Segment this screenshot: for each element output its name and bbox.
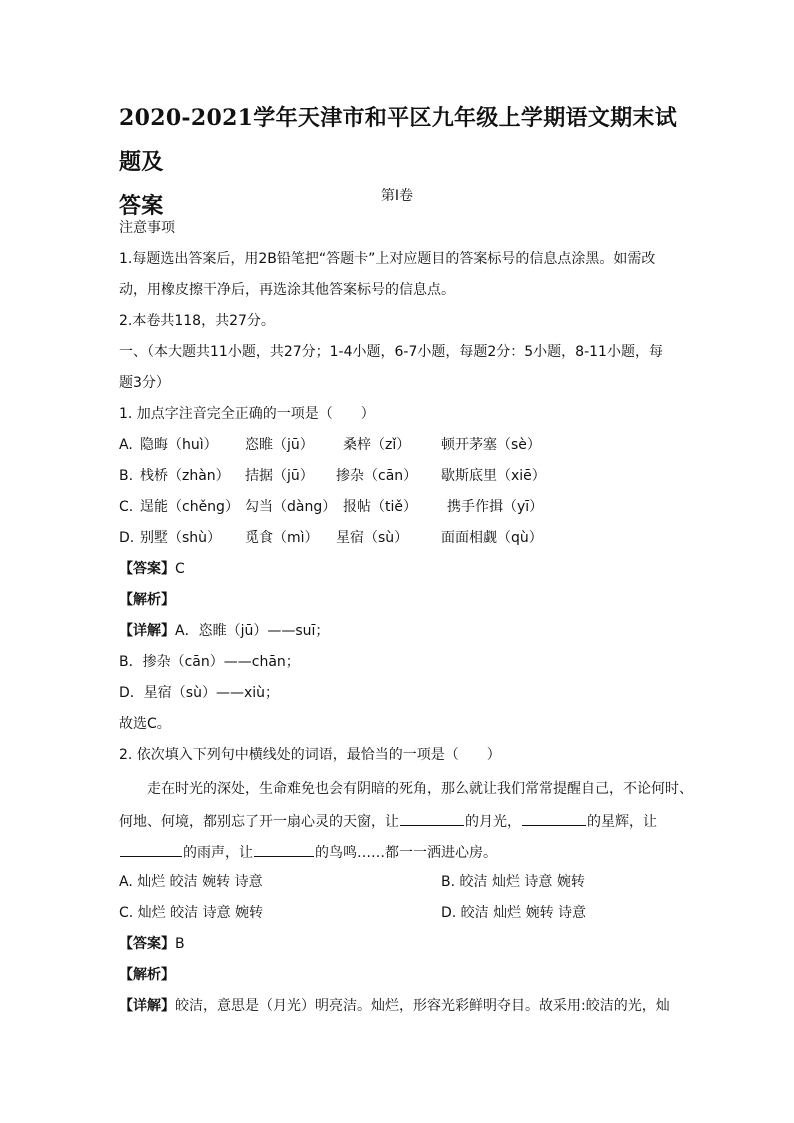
question-1-conclusion: 故选C。 [119,716,171,732]
question-1-detail-line: D．星宿（sù）——xiù； [119,685,279,701]
title-line-1: 2020-2021学年天津市和平区九年级上学期语文期末试题及 [119,105,677,175]
answer-value: B [175,936,185,952]
option-item: 面面相觑（qù） [441,530,543,546]
detail-tag: 【详解】 [119,998,175,1014]
question-2-passage-line-2 [119,810,657,832]
option-label: C. [119,499,134,515]
detail-line: A．恣睢（jū）——suī； [175,623,330,639]
passage-text: 的雨声，让 [183,845,253,861]
question-2-passage-line-1: 走在时光的深处，生命难免也会有阴暗的死角，那么就让我们常常提醒自己，不论何时、 [147,781,693,797]
notice-item-1-cont: 动，用橡皮擦干净后，再选涂其他答案标号的信息点。 [119,282,455,298]
option-item: 栈桥（zhàn） [140,468,230,484]
fill-blank-2 [522,810,586,826]
detail-text: 皎洁，意思是（月光）明亮洁。灿烂，形容光彩鲜明夺目。故采用:皎洁的光，灿 [175,998,670,1014]
option-item: 觅食（mì） [245,530,319,546]
option-item: 逞能（chěng） [140,499,239,515]
option-item: 恣睢（jū） [245,437,314,453]
option-item: 拮据（jū） [245,468,314,484]
passage-text: 的星辉，让 [587,814,657,830]
option-item: 报帖（tiě） [343,499,417,515]
passage-text: 何地、何境，都别忘了开一扇心灵的天窗，让 [119,814,399,830]
fill-blank-4 [254,841,314,857]
passage-text: 的鸟鸣……都一一洒进心房。 [315,845,497,861]
option-item: 隐晦（huì） [140,437,218,453]
notice-item-1: 1.每题选出答案后，用2B铅笔把“答题卡”上对应题目的答案标号的信息点涂黑。如需改 [119,251,656,267]
answer-tag: 【答案】 [119,561,175,577]
question-2-answer [119,934,185,954]
question-1-analysis-tag: 【解析】 [119,592,175,608]
title-line-2: 答案 [119,193,164,219]
question-1-answer [119,559,185,579]
option-item: 歇斯底里（xiē） [441,468,546,484]
option-item: 别墅（shù） [140,530,222,546]
question-1-detail [119,621,329,641]
notice-heading: 注意事项 [119,220,175,236]
question-2-analysis-tag: 【解析】 [119,967,175,983]
question-2-passage-line-3 [119,841,497,863]
option-item: 勾当（dàng） [245,499,337,515]
question-2-stem: 2. 依次填入下列句中横线处的词语，最恰当的一项是（ ） [119,747,501,763]
fill-blank-1 [400,810,464,826]
question-2-option-c: C. 灿烂 皎洁 诗意 婉转 [119,905,264,921]
passage-text: 的月光， [465,814,521,830]
option-item: 星宿（sù） [336,530,409,546]
fill-blank-3 [120,841,182,857]
option-item: 桑梓（zǐ） [343,437,411,453]
section-1-intro: 一、（本大题共11小题，共27分；1-4小题，6-7小题，每题2分：5小题，8-11小题，每 [119,344,663,360]
option-label: B. [119,468,134,484]
answer-value: C [175,561,185,577]
option-item: 携手作揖（yī） [447,499,544,515]
question-2-option-d: D. 皎洁 灿烂 婉转 诗意 [441,905,587,921]
section-1-intro-cont: 题3分） [119,375,170,391]
option-item: 掺杂（cān） [336,468,418,484]
question-2-option-b: B. 皎洁 灿烂 诗意 婉转 [441,874,585,890]
question-2-detail [119,996,670,1016]
option-label: D. [119,530,135,546]
option-label: A. [119,437,133,453]
option-item: 顿开茅塞（sè） [441,437,541,453]
document-title [119,96,689,228]
volume-heading: 第Ⅰ卷 [380,188,414,204]
question-1-stem: 1. 加点字注音完全正确的一项是（ ） [119,406,375,422]
question-1-detail-line: B．掺杂（cān）——chān； [119,654,300,670]
answer-tag: 【答案】 [119,936,175,952]
question-2-option-a: A. 灿烂 皎洁 婉转 诗意 [119,874,263,890]
notice-item-2: 2.本卷共118，共27分。 [119,313,275,329]
detail-tag: 【详解】 [119,623,175,639]
